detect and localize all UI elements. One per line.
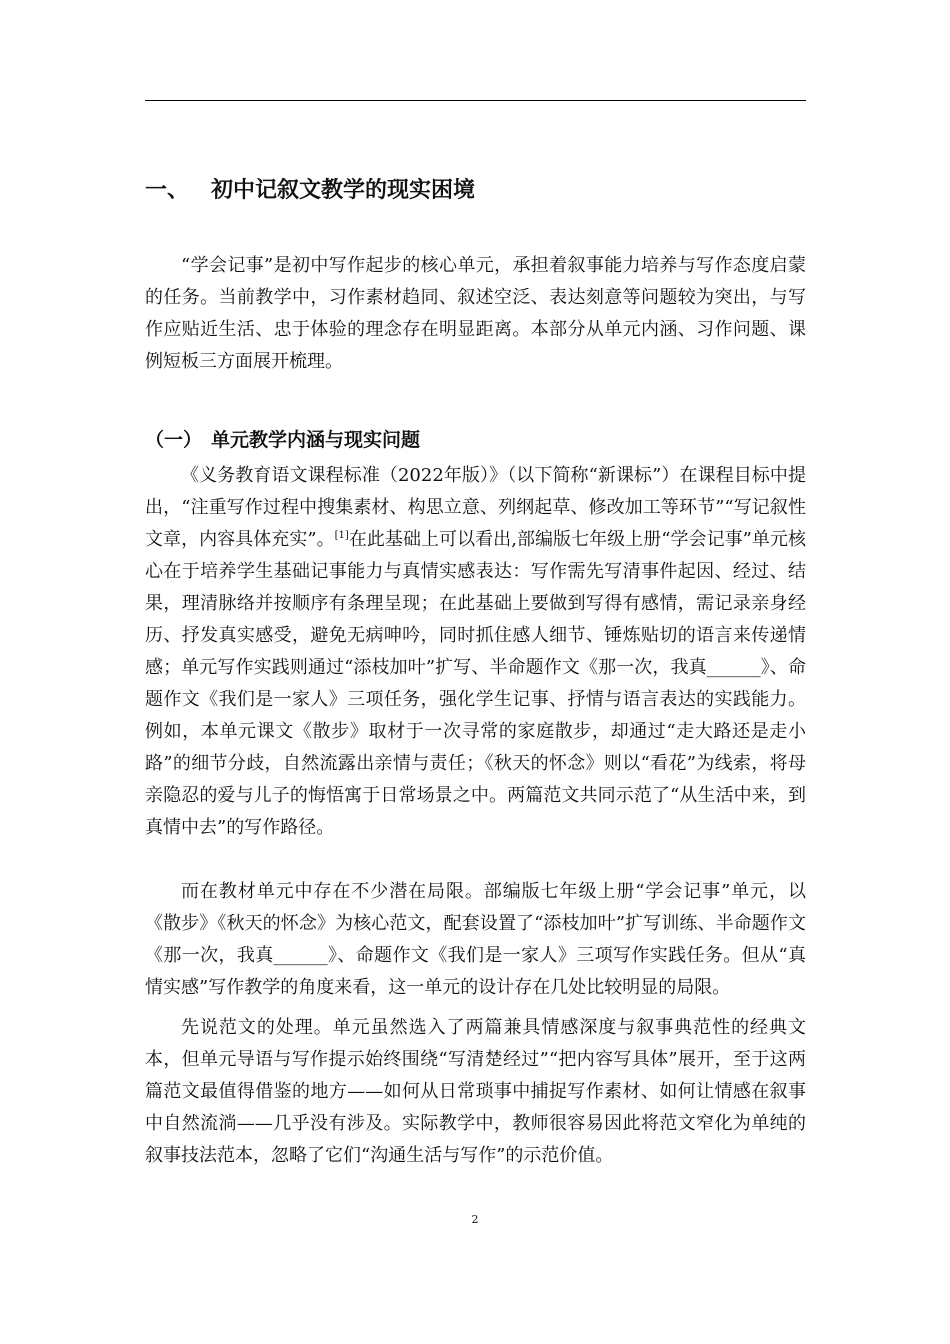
paragraph-text-before-citation: 《义务教育语文课程标准（2022年版）》（以下简称“新课标”）在课程目标中提出，“注重写作过程中搜集素材、构思立意、列纲起草、修改加工等环节”“写记叙性文章，内容具体充实”。	[145, 465, 806, 550]
subsection-title: 单元教学内涵与现实问题	[211, 429, 421, 451]
header-rule	[145, 100, 806, 101]
section-number: 一、	[145, 178, 190, 203]
page-number: 2	[471, 1213, 479, 1226]
body-paragraph-limitations: 而在教材单元中存在不少潜在局限。部编版七年级上册“学会记事”单元，以《散步》《秋天的怀念》为核心范文，配套设置了“添枝加叶”扩写训练、半命题作文《那一次，我真______》、命题作文《我们是一家人》三项写作实践任务。但从“真情实感”写作教学的角度来看，这一单元的设计存在几处比较明显的局限。	[145, 881, 806, 998]
paragraph-text-after-citation: 在此基础上可以看出,部编版七年级上册“学会记事”单元核心在于培养学生基础记事能力与真情实感表达：写作需先写清事件起因、经过、结果，理清脉络并按顺序有条理呈现；在此基础上要做到写得有感情，需记录亲身经历、抒发真实感受，避免无病呻吟，同时抓住感人细节、锤炼贴切的语言来传递情感；单元写作实践则通过“添枝加叶”扩写、半命题作文《那一次，我真______》、命题作文《我们是一家人》三项任务，强化学生记事、抒情与语言表达的实践能力。例如，本单元课文《散步》取材于一次寻常的家庭散步，却通过“走大路还是走小路”的细节分歧，自然流露出亲情与责任；《秋天的怀念》则以“看花”为线索，将母亲隐忍的爱与儿子的悔悟寓于日常场景之中。两篇范文共同示范了“从生活中来，到真情中去”的写作路径。	[145, 529, 807, 838]
subsection-number: （一）	[145, 429, 203, 451]
body-paragraph-model-texts: 先说范文的处理。单元虽然选入了两篇兼具情感深度与叙事典范性的经典文本，但单元导语与写作提示始终围绕“写清楚经过”“把内容写具体”展开，至于这两篇范文最值得借鉴的地方——如何从日常琐事中捕捉写作素材、如何让情感在叙事中自然流淌——几乎没有涉及。实际教学中，教师很容易因此将范文窄化为单纯的叙事技法范本，忽略了它们“沟通生活与写作”的示范价值。	[145, 1017, 806, 1166]
citation-marker: [1]	[334, 530, 349, 541]
section-heading	[145, 172, 806, 210]
section-intro-paragraph: “学会记事”是初中写作起步的核心单元，承担着叙事能力培养与写作态度启蒙的任务。当前教学中，习作素材趋同、叙述空泛、表达刻意等问题较为突出，与写作应贴近生活、忠于体验的理念存在明显距离。本部分从单元内涵、习作问题、课例短板三方面展开梳理。	[145, 255, 806, 372]
body-paragraph-curriculum	[145, 460, 806, 844]
subsection-heading	[145, 422, 806, 458]
section-title: 初中记叙文教学的现实困境	[211, 178, 476, 203]
